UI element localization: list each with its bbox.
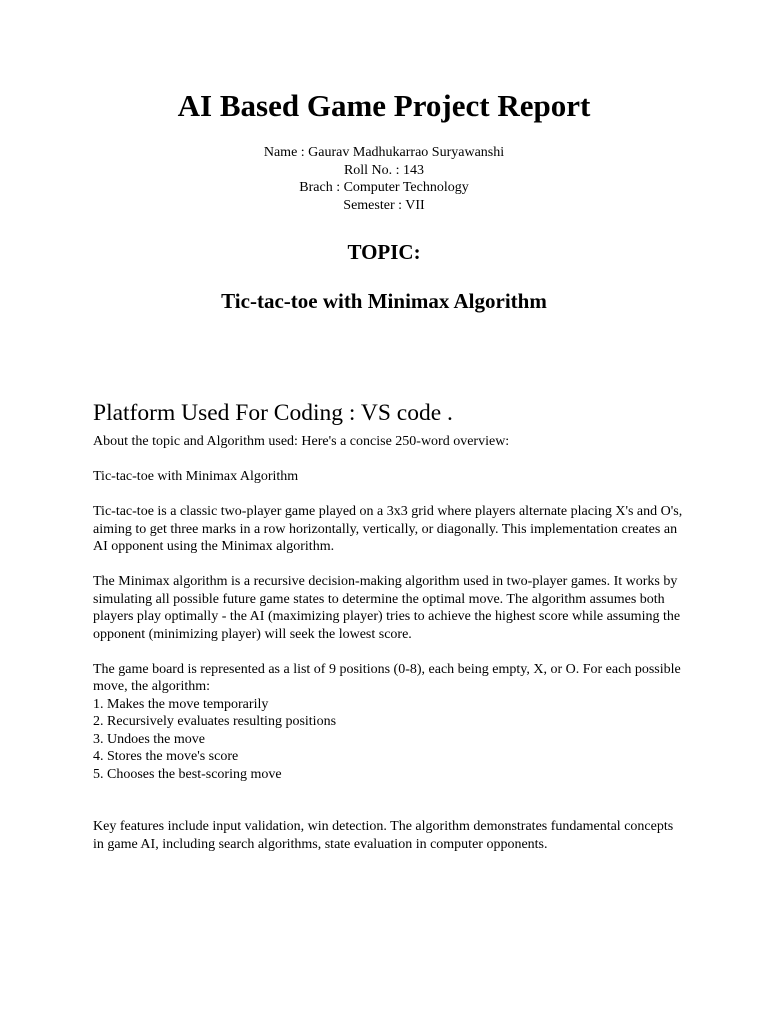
algorithm-steps-list — [93, 696, 683, 784]
semester: Semester : VII — [343, 197, 425, 213]
list-item: 2. Recursively evaluates resulting positions — [93, 714, 337, 729]
topic-label: TOPIC: — [347, 240, 421, 264]
algorithm-steps-intro: The game board is represented as a list of 9 positions (0-8), each being empty, X, or O. For each possible move, the algorithm: — [93, 661, 681, 694]
algorithm-steps-block — [93, 661, 683, 784]
intro-paragraph: About the topic and Algorithm used: Here's a concise 250-word overview: — [93, 434, 510, 449]
report-body — [93, 433, 683, 871]
minimax-description-paragraph: The Minimax algorithm is a recursive decision-making algorithm used in two-player games. It works by simulating all possible future game states to determine the optimal move. The algorithm assumes both players play optimally - the AI (maximizing player) tries to achieve the highest score while assuming the opponent (minimizing player) will seek the lowest score. — [93, 574, 681, 642]
author-details — [0, 144, 768, 214]
platform-heading: Platform Used For Coding : VS code . — [93, 400, 453, 426]
document-title: AI Based Game Project Report — [177, 88, 591, 123]
list-item: 3. Undoes the move — [93, 731, 205, 747]
section-title: Tic-tac-toe with Minimax Algorithm — [93, 469, 299, 484]
topic-title: Tic-tac-toe with Minimax Algorithm — [221, 289, 547, 313]
roll-number: Roll No. : 143 — [343, 162, 425, 178]
game-description-paragraph: Tic-tac-toe is a classic two-player game played on a 3x3 grid where players alternate placing X's and O's, aiming to get three marks in a row horizontally, vertically, or diagonally. This implementation creates an AI opponent using the Minimax algorithm. — [93, 504, 683, 554]
branch: Brach : Computer Technology — [299, 180, 469, 195]
list-item: 5. Chooses the best-scoring move — [93, 766, 282, 782]
key-features-paragraph: Key features include input validation, win detection. The algorithm demonstrates fundamental concepts in game AI, including search algorithms, state evaluation in computer opponents. — [93, 819, 674, 852]
list-item: 4. Stores the move's score — [93, 749, 239, 764]
author-name: Name : Gaurav Madhukarrao Suryawanshi — [263, 145, 505, 160]
list-item: 1. Makes the move temporarily — [93, 696, 269, 712]
